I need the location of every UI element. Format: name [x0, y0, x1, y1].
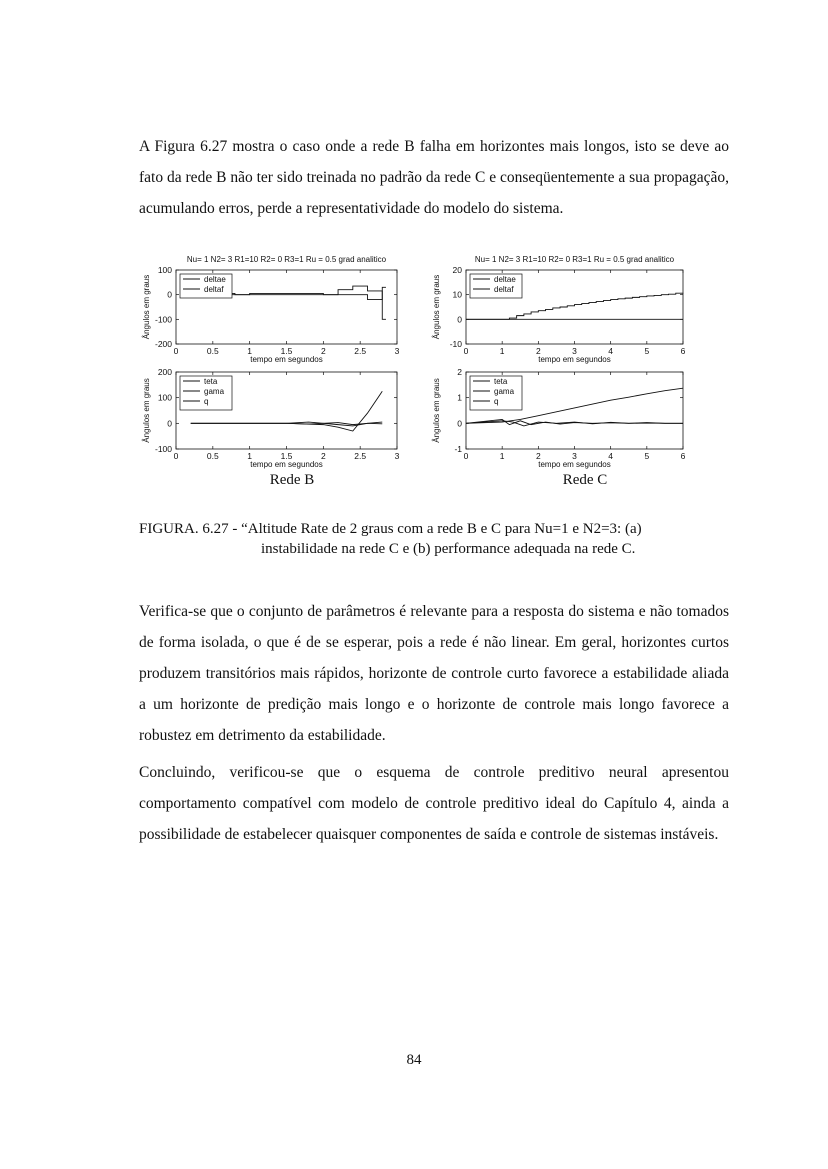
y-tick-label: 0	[167, 289, 172, 300]
y-axis-label: Ângulos em graus	[432, 274, 441, 340]
x-tick-label: 6	[680, 451, 686, 461]
x-tick-label: 6	[680, 346, 686, 356]
figure-6-27	[0, 0, 828, 520]
x-tick-label: 4	[608, 451, 614, 461]
legend-label: q	[494, 397, 499, 406]
y-tick-label: 200	[157, 367, 172, 377]
plot-c-bottom	[432, 367, 686, 469]
x-tick-label: 2	[320, 451, 326, 461]
x-tick-label: 0	[173, 346, 179, 356]
legend-label: deltae	[494, 275, 516, 284]
x-axis-label: tempo em segundos	[538, 355, 611, 364]
x-axis-label: tempo em segundos	[250, 355, 323, 364]
legend-label: deltae	[204, 275, 226, 284]
plot-title: Nu= 1 N2= 3 R1=10 R2= 0 R3=1 Ru = 0.5 grad analitico	[186, 255, 387, 264]
legend-label: q	[204, 397, 209, 406]
x-tick-label: 0.5	[206, 346, 219, 356]
y-tick-label: -200	[154, 339, 172, 349]
x-tick-label: 5	[644, 346, 650, 356]
x-tick-label: 2	[535, 346, 541, 356]
caption-line-1: FIGURA. 6.27 - “Altitude Rate de 2 graus com a rede B e C para Nu=1 e N2=3: (a)	[139, 521, 642, 537]
y-tick-label: 2	[457, 367, 462, 377]
series-line-gama	[191, 422, 383, 426]
y-tick-label: 1	[457, 392, 462, 403]
y-tick-label: 20	[452, 265, 462, 275]
x-tick-label: 0	[463, 451, 469, 461]
label-rede-b: Rede B	[269, 472, 315, 488]
x-tick-label: 1.5	[280, 346, 293, 356]
x-tick-label: 0	[173, 451, 179, 461]
x-tick-label: 2	[320, 346, 326, 356]
y-tick-label: -1	[454, 444, 462, 454]
x-tick-label: 0.5	[206, 451, 219, 461]
x-tick-label: 2.5	[354, 451, 367, 461]
y-tick-label: 10	[452, 289, 462, 300]
legend-label: deltaf	[204, 285, 224, 294]
label-rede-c: Rede C	[562, 472, 608, 488]
plot-c-top	[432, 255, 686, 364]
plot-b-top	[142, 255, 400, 364]
y-axis-label: Ângulos em graus	[142, 378, 151, 443]
legend-label: deltaf	[494, 285, 514, 294]
x-axis-label: tempo em segundos	[250, 460, 323, 469]
y-tick-label: 100	[157, 265, 172, 275]
page-number: 84	[406, 1052, 422, 1068]
legend-label: gama	[204, 387, 225, 396]
x-tick-label: 3	[572, 451, 577, 461]
conclusion-paragraph: Concluindo, verificou-se que o esquema de controle preditivo neural apresentou comportamento compatível com modelo de controle preditivo ideal do Capítulo 4, ainda a possibilidade de estabelecer quaisquer componentes de saída e controle de sistemas instáveis.	[139, 764, 729, 843]
caption-line-2: instabilidade na rede C e (b) performance adequada na rede C.	[261, 541, 636, 557]
y-tick-label: -100	[154, 444, 172, 454]
x-tick-label: 1.5	[280, 451, 293, 461]
y-tick-label: -10	[449, 339, 462, 349]
y-tick-label: 0	[167, 418, 172, 429]
x-tick-label: 3	[394, 346, 400, 356]
x-tick-label: 1	[499, 451, 505, 461]
x-tick-label: 1	[247, 346, 253, 356]
x-tick-label: 5	[644, 451, 650, 461]
y-tick-label: -100	[154, 314, 172, 325]
intro-paragraph: A Figura 6.27 mostra o caso onde a rede B falha em horizontes mais longos, isto se deve ao fato da rede B não ter sido treinada no padrão da rede C e conseqüentemente a sua propagação, acumulando erros, perde a representatividade do modelo do sistema.	[139, 138, 729, 217]
figure-caption	[139, 519, 739, 559]
plot-title: Nu= 1 N2= 3 R1=10 R2= 0 R3=1 Ru = 0.5 grad analitico	[474, 255, 675, 264]
x-tick-label: 2.5	[354, 346, 367, 356]
x-tick-label: 0	[463, 346, 469, 356]
y-axis-label: Ângulos em graus	[142, 274, 151, 340]
discussion-paragraph: Verifica-se que o conjunto de parâmetros é relevante para a resposta do sistema e não tomados de forma isolada, o que é de se esperar, pois a rede é não linear. Em geral, horizontes curtos produzem transitórios mais rápidos, horizonte de controle curto favorece a estabilidade aliada a um horizonte de predição mais longo e o horizonte de controle mais longo favorece a robustez em detrimento da estabilidade.	[139, 603, 729, 744]
x-axis-label: tempo em segundos	[538, 460, 611, 469]
legend-label: gama	[494, 387, 515, 396]
legend-label: teta	[204, 377, 218, 386]
plot-b-bottom	[142, 367, 400, 469]
x-tick-label: 4	[608, 346, 614, 356]
x-tick-label: 2	[535, 451, 541, 461]
x-tick-label: 1	[247, 451, 253, 461]
y-tick-label: 0	[457, 418, 462, 429]
y-axis-label: Ângulos em graus	[432, 378, 441, 443]
y-tick-label: 0	[457, 314, 462, 325]
x-tick-label: 3	[572, 346, 577, 356]
x-tick-label: 3	[394, 451, 400, 461]
series-line-q	[191, 423, 383, 425]
x-tick-label: 1	[499, 346, 505, 356]
legend-label: teta	[494, 377, 508, 386]
y-tick-label: 100	[157, 392, 172, 403]
